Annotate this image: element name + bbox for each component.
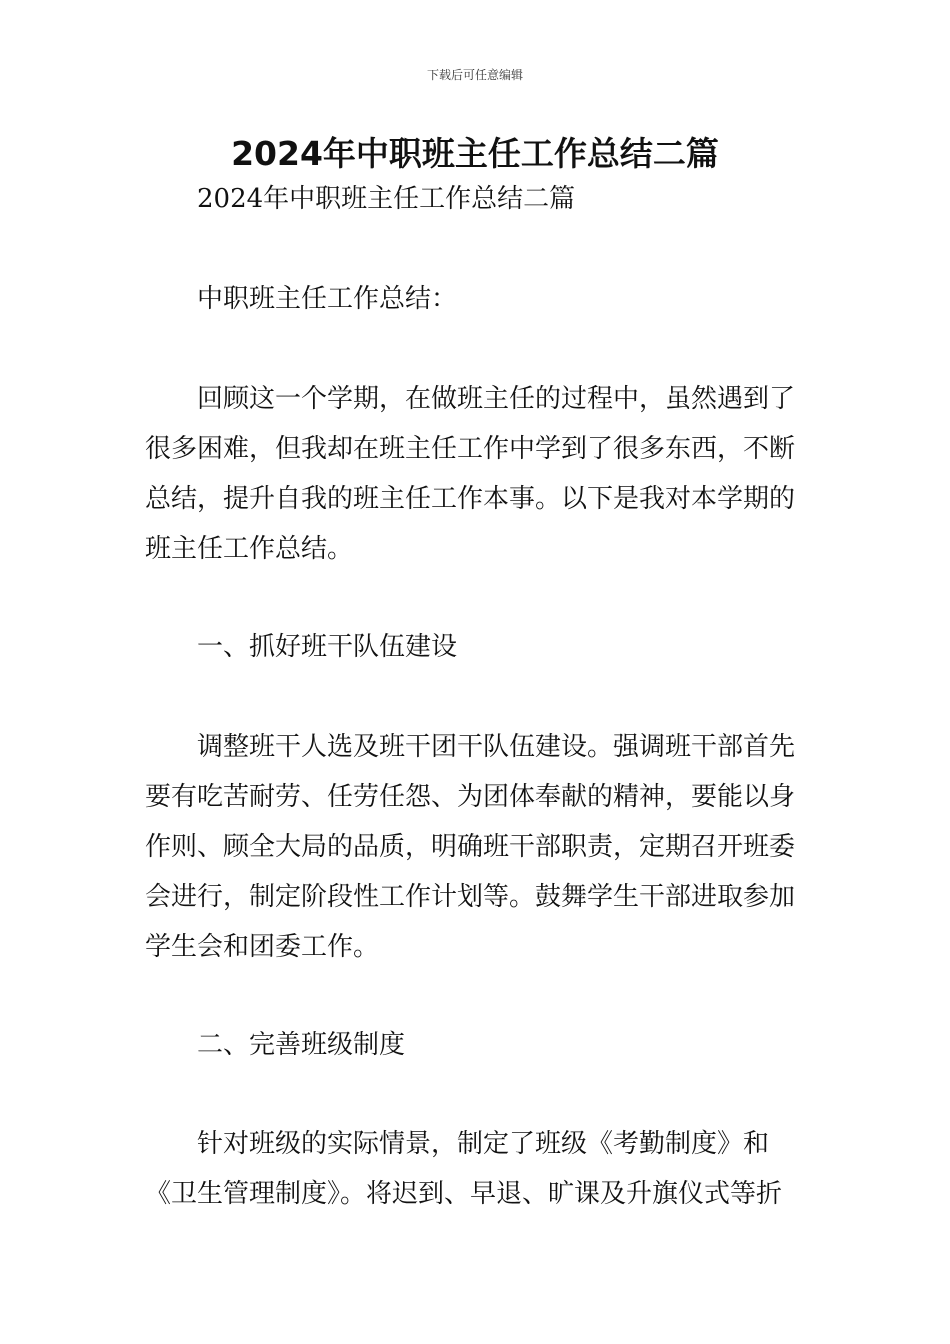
section-intro: 中职班主任工作总结： — [197, 284, 458, 314]
paragraph-line: 调整班干人选及班干团干队伍建设。强调班干部首先 — [197, 732, 796, 762]
paragraph-line: 总结，提升自我的班主任工作本事。以下是我对本学期的 — [145, 484, 796, 514]
document-title: 2024年中职班主任工作总结二篇 — [231, 134, 719, 173]
paragraph-line: 学生会和团委工作。 — [145, 932, 380, 962]
paragraph-line: 很多困难，但我却在班主任工作中学到了很多东西，不断 — [145, 434, 796, 464]
paragraph-line: 会进行，制定阶段性工作计划等。鼓舞学生干部进取参加 — [145, 882, 796, 912]
subtitle: 2024年中职班主任工作总结二篇 — [197, 184, 576, 214]
paragraph-line: 作则、顾全大局的品质，明确班干部职责，定期召开班委 — [145, 832, 796, 862]
paragraph-line: 班主任工作总结。 — [145, 534, 354, 564]
paragraph-3 — [145, 1119, 810, 1219]
heading-2: 二、完善班级制度 — [197, 1030, 406, 1060]
paragraph-line: 要有吃苦耐劳、任劳任怨、为团体奉献的精神，要能以身 — [145, 782, 796, 812]
paragraph-line: 针对班级的实际情景，制定了班级《考勤制度》和 — [197, 1129, 770, 1159]
paragraph-line: 回顾这一个学期，在做班主任的过程中，虽然遇到了 — [197, 384, 796, 414]
paragraph-line: 《卫生管理制度》。将迟到、早退、旷课及升旗仪式等折 — [145, 1179, 783, 1209]
header-note: 下载后可任意编辑 — [426, 68, 523, 82]
paragraph-2 — [145, 722, 810, 972]
paragraph-1 — [145, 374, 810, 574]
heading-1: 一、抓好班干队伍建设 — [197, 632, 458, 662]
